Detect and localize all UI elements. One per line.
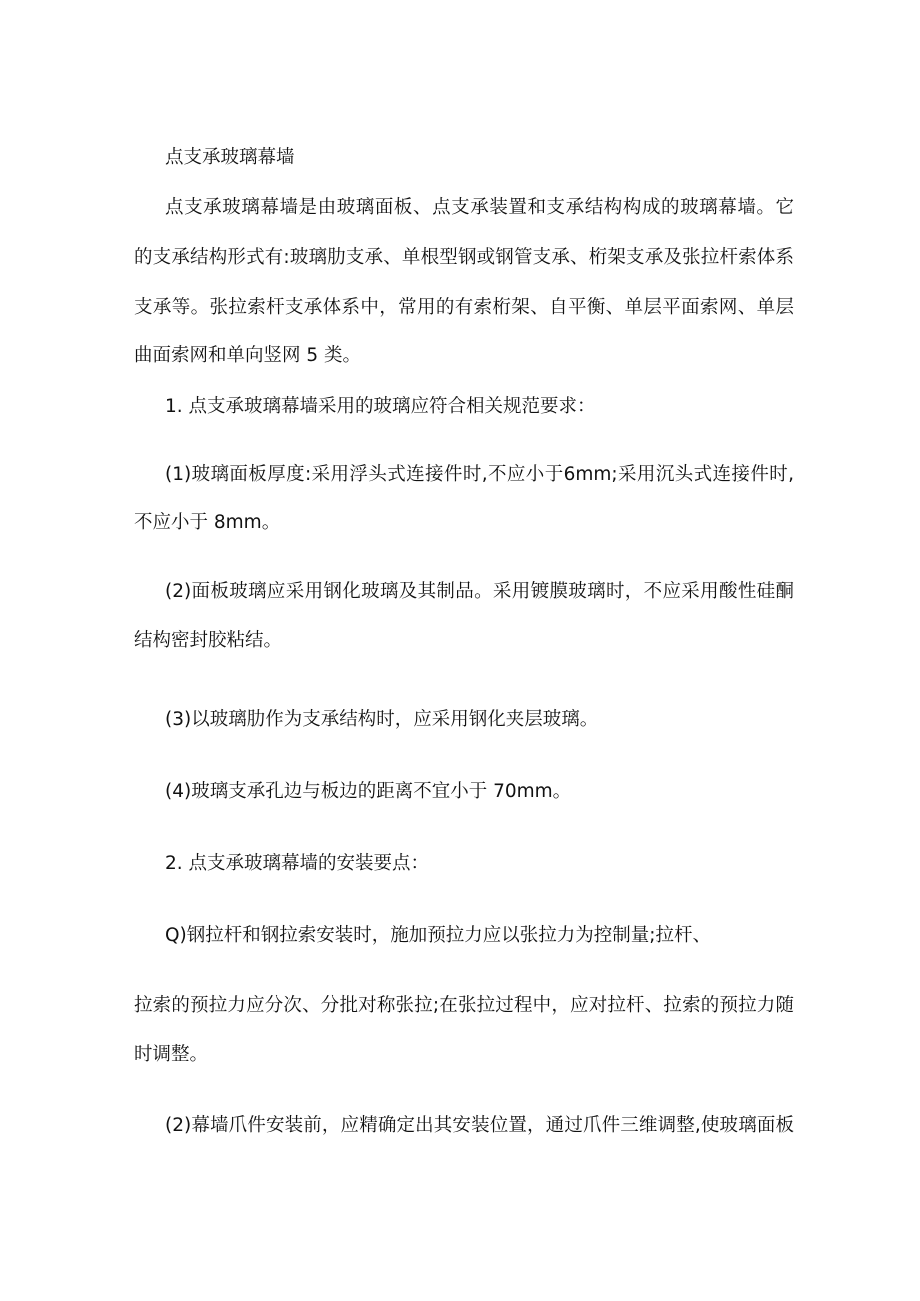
section-heading: 2. 点支承玻璃幕墙的安装要点： [165, 853, 430, 874]
section-heading: 1. 点支承玻璃幕墙采用的玻璃应符合相关规范要求： [165, 396, 596, 417]
paragraph-line: 支承等。张拉索杆支承体系中，常用的有索桁架、自平衡、单层平面索网、单层 [134, 297, 794, 318]
paragraph-line: 结构密封胶粘结。 [134, 630, 283, 651]
paragraph-line: 不应小于 8mm。 [134, 512, 281, 533]
paragraph-line: 点支承玻璃幕墙是由玻璃面板、点支承装置和支承结构构成的玻璃幕墙。它 [165, 197, 794, 218]
paragraph-line: 曲面索网和单向竖网 5 类。 [134, 345, 362, 366]
paragraph-line: (2)面板玻璃应采用钢化玻璃及其制品。采用镀膜玻璃时，不应采用酸性硅酮 [165, 581, 794, 602]
paragraph-line: (1)玻璃面板厚度:采用浮头式连接件时,不应小于6mm;采用沉头式连接件时, [165, 464, 794, 485]
paragraph-line: 时调整。 [134, 1044, 209, 1065]
paragraph-line: (3)以玻璃肋作为支承结构时，应采用钢化夹层玻璃。 [165, 709, 599, 730]
document-title: 点支承玻璃幕墙 [165, 147, 295, 168]
paragraph-line: Q)钢拉杆和钢拉索安装时，施加预拉力应以张拉力为控制量;拉杆、 [165, 925, 712, 946]
paragraph-line: 的支承结构形式有:玻璃肋支承、单根型钢或钢管支承、桁架支承及张拉杆索体系 [134, 247, 794, 268]
paragraph-line: (4)玻璃支承孔边与板边的距离不宜小于 70mm。 [165, 781, 572, 802]
paragraph-line: 拉索的预拉力应分次、分批对称张拉;在张拉过程中，应对拉杆、拉索的预拉力随 [134, 995, 794, 1016]
paragraph-line: (2)幕墙爪件安装前，应精确定出其安装位置，通过爪件三维调整,使玻璃面板 [165, 1115, 794, 1136]
